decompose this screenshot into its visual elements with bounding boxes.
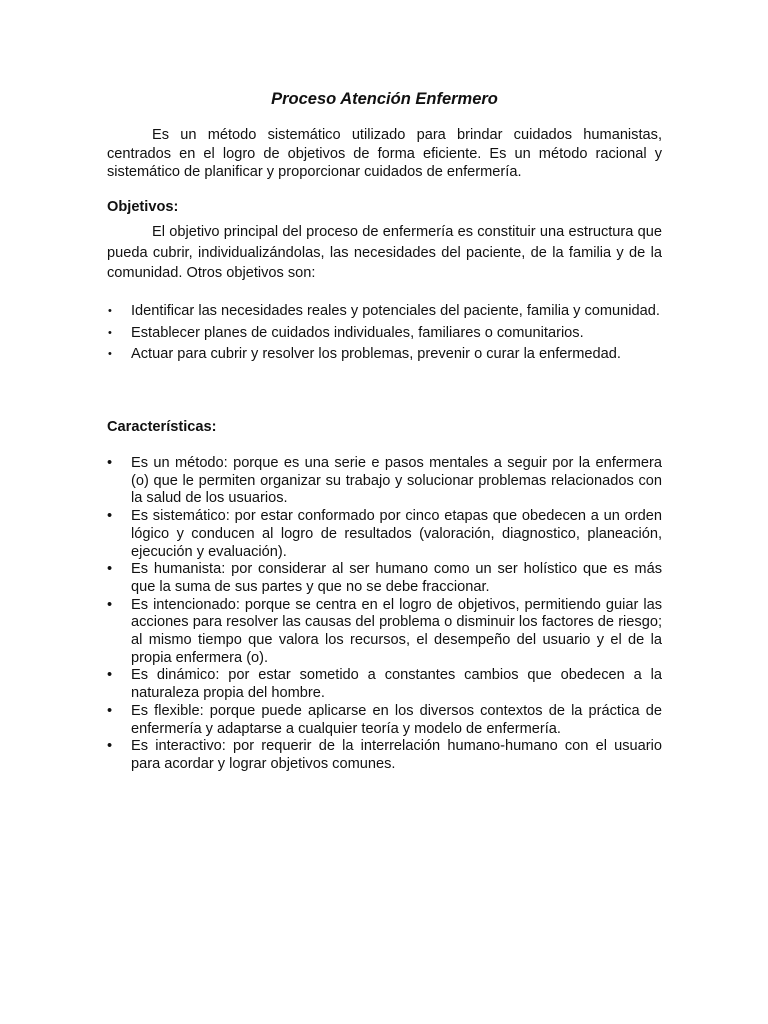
caracteristicas-heading: Características: <box>107 419 217 435</box>
bullet-icon: • <box>107 667 113 684</box>
list-item <box>107 508 662 561</box>
list-item <box>107 323 662 344</box>
list-item <box>107 703 662 738</box>
list-item-text: Es humanista: por considerar al ser humano como un ser holístico que es más que la suma de sus partes y que no se debe fraccionar. <box>131 561 662 595</box>
list-item <box>107 597 662 668</box>
list-item-text: Identificar las necesidades reales y potenciales del paciente, familia y comunidad. <box>131 303 660 319</box>
list-item <box>107 561 662 596</box>
list-item-text: Es un método: porque es una serie e pasos mentales a seguir por la enfermera (o) que le permiten organizar su trabajo y solucionar problemas relacionados con la salud de los usuarios. <box>131 455 662 507</box>
objetivos-heading: Objetivos: <box>107 199 179 215</box>
list-item <box>107 455 662 508</box>
list-item-text: Actuar para cubrir y resolver los problemas, prevenir o curar la enfermedad. <box>131 346 621 362</box>
bullet-icon: • <box>107 508 113 525</box>
bullet-icon: • <box>107 738 113 755</box>
list-item <box>107 738 662 773</box>
bullet-icon: • <box>108 305 112 317</box>
objetivos-paragraph: El objetivo principal del proceso de enfermería es constituir una estructura que pueda cubrir, individualizándolas, las necesidades del paciente, de la familia y de la comunidad. Otros objetivos son: <box>107 224 662 281</box>
caracteristicas-list <box>107 455 662 774</box>
bullet-icon: • <box>107 596 113 613</box>
bullet-icon: • <box>108 326 112 339</box>
bullet-icon: • <box>107 561 113 578</box>
list-item-text: Establecer planes de cuidados individuales, familiares o comunitarios. <box>131 324 584 341</box>
list-item <box>107 344 662 365</box>
list-item-text: Es intencionado: porque se centra en el logro de objetivos, permitiendo guiar las acciones para resolver las causas del problema o disminuir los factores de riesgo; al mismo tiempo que valora los recursos, el desempeño del usuario y el de la propia enfermera (o). <box>131 596 662 666</box>
objetivos-list <box>107 301 662 366</box>
bullet-icon: • <box>107 702 113 719</box>
list-item-text: Es flexible: porque puede aplicarse en los diversos contextos de la práctica de enfermería y adaptarse a cualquier teoría y modelo de enfermería. <box>131 702 662 737</box>
document-title: Proceso Atención Enfermero <box>271 90 498 108</box>
list-item-text: Es dinámico: por estar sometido a constantes cambios que obedecen a la naturaleza propia del hombre. <box>131 667 662 702</box>
list-item-text: Es sistemático: por estar conformado por cinco etapas que obedecen a un orden lógico y conducen al logro de resultados (valoración, diagnostico, planeación, ejecución y evaluación). <box>131 508 662 560</box>
intro-paragraph: Es un método sistemático utilizado para brindar cuidados humanistas, centrados en el logro de objetivos de forma eficiente. Es un método racional y sistemático de planificar y proporcionar cuidados de enfermería. <box>107 127 662 180</box>
bullet-icon: • <box>107 455 113 471</box>
list-item-text: Es interactivo: por requerir de la interrelación humano-humano con el usuario para acordar y lograr objetivos comunes. <box>131 738 662 772</box>
list-item <box>107 301 662 322</box>
bullet-icon: • <box>108 348 112 360</box>
list-item <box>107 667 662 702</box>
